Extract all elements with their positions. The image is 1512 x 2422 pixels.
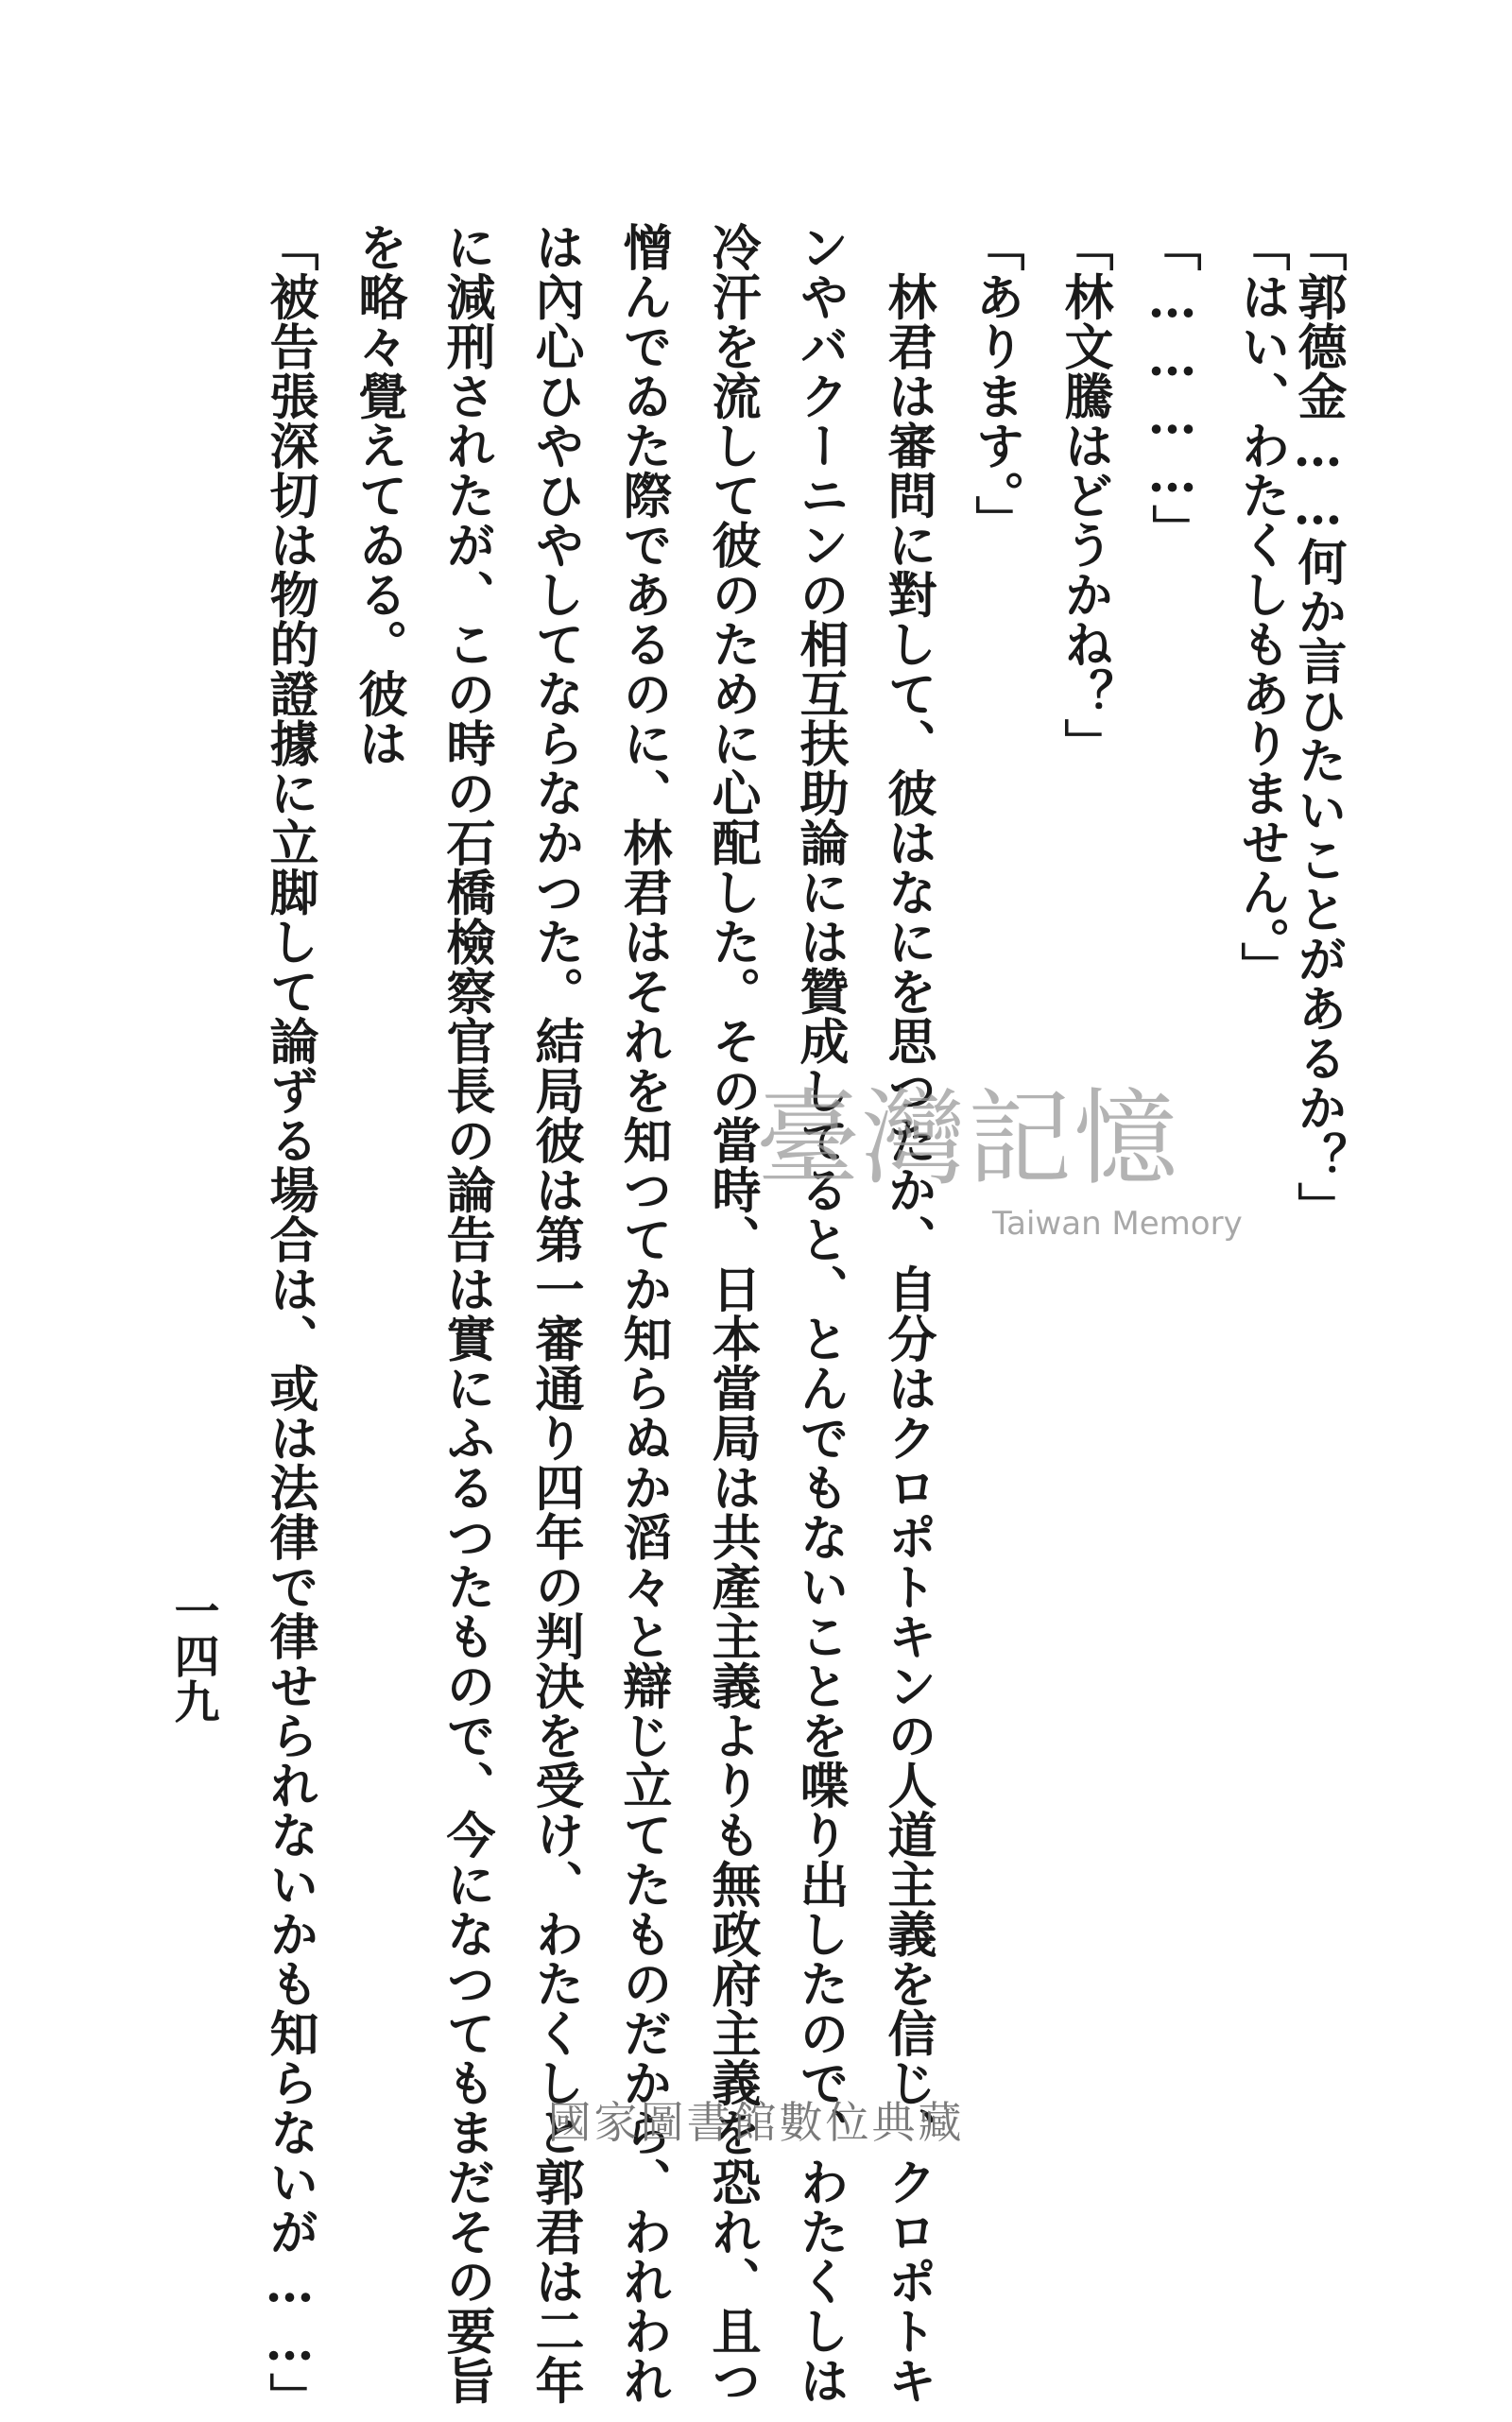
watermark-logo: [756, 1078, 1247, 1257]
text-column-7: ンやバクーニンの相互扶助論には贊成してると、とんでもないことを喋り出したので、わたくしは: [791, 222, 849, 2405]
text-column-12: を略々覺えてゐる。彼は: [350, 222, 407, 768]
footer-credit: 國家圖書館數位典藏: [547, 2097, 965, 2148]
text-column-1: 「郭德金……何か言ひたいことがあるか？」: [1289, 222, 1347, 1231]
text-column-10: は內心ひやひやしてならなかつた。結局彼は第一審通り四年の判決を受け、わたくしと郭君は二年: [526, 222, 584, 2405]
text-column-4: 「林文騰はどうかね？」: [1056, 222, 1113, 768]
text-column-9: 憎んでゐた際であるのに、林君はそれを知つてか知らぬか滔々と辯じ立てたものだから、われわれ: [614, 222, 672, 2405]
text-column-3: 「…………」: [1143, 222, 1201, 554]
text-column-5: 「あります。」: [967, 222, 1024, 545]
watermark-main-text: 臺灣記憶: [756, 1078, 1179, 1199]
text-column-8: 冷汗を流して彼のために心配した。その當時、日本當局は共產主義よりも無政府主義を恐れ、且つ: [703, 222, 761, 2405]
watermark-sub-text: Taiwan Memory: [992, 1205, 1243, 1243]
page-number: 一四九: [166, 1588, 219, 1724]
text-column-2: 「はい、わたくしもありません。」: [1232, 222, 1290, 991]
text-column-13: 「被告張深切は物的證據に立脚して論ずる場合は、或は法律で律せられないかも知らないが……」: [261, 222, 318, 2422]
text-column-6: 林君は審問に對して、彼はなにを思つたか、自分はクロポトキンの人道主義を信じ、クロポトキ: [879, 222, 936, 2405]
text-column-11: に減刑されたが、この時の石橋檢察官長の論告は實にふるつたもので、今になつてもまだその要旨: [438, 222, 495, 2405]
